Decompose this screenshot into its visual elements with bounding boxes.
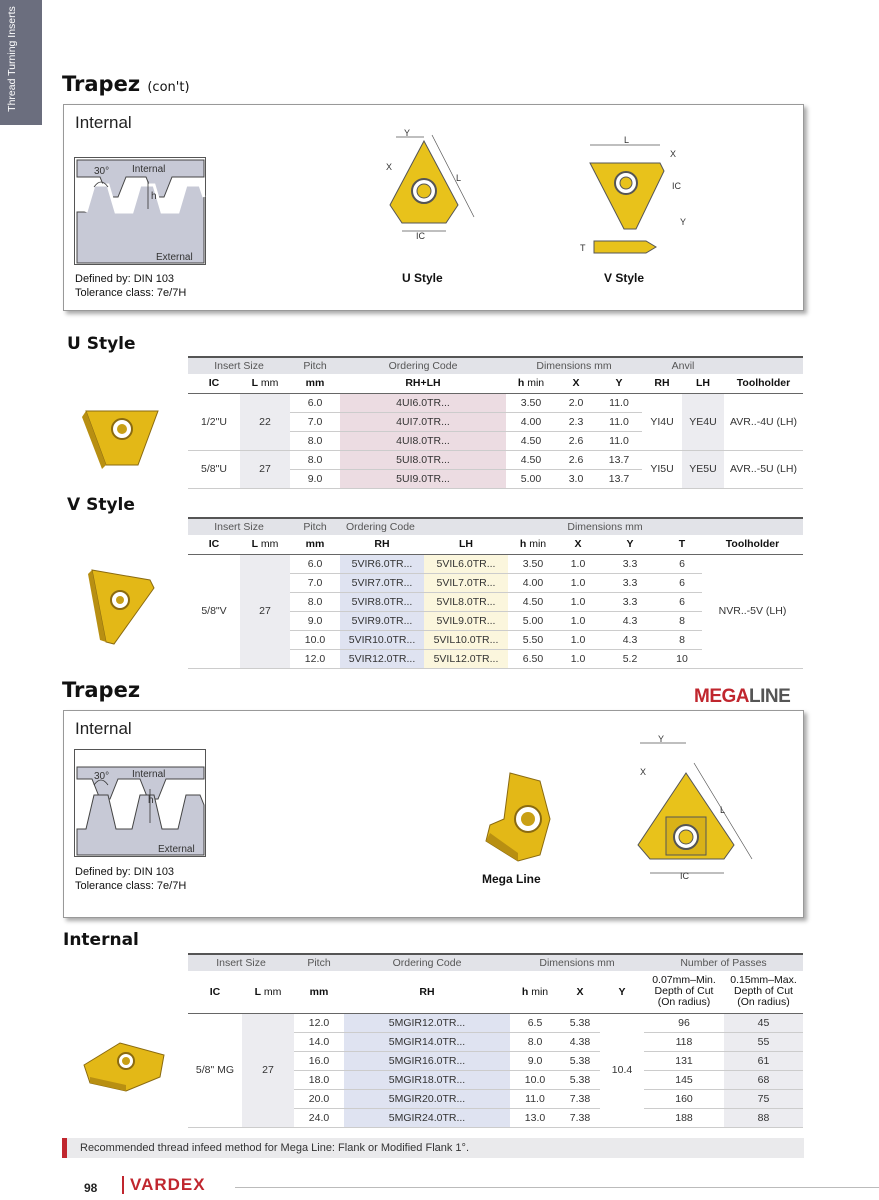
megaline-table xyxy=(188,953,803,1128)
section-subtitle: (con't) xyxy=(147,80,190,95)
table-row: 7.0 5VIR7.0TR... 5VIL7.0TR... 4.00 1.0 3.3 6 xyxy=(188,573,803,592)
section2-title: Trapez xyxy=(62,678,141,702)
hdr-pitch: Pitch xyxy=(290,357,340,374)
dim-ic: IC xyxy=(416,231,425,241)
box-title: Internal xyxy=(75,719,132,738)
dim-l-v: L xyxy=(624,135,630,145)
hdr-pitch: Pitch xyxy=(290,518,340,535)
hdr-insert-size: Insert Size xyxy=(188,518,290,535)
hdr-l: L mm xyxy=(242,971,294,1013)
hdr-rh: RH xyxy=(344,971,510,1013)
megaline-insert-image xyxy=(80,1035,170,1095)
hdr-lh: LH xyxy=(424,535,508,554)
dim-t: T xyxy=(580,243,586,253)
info-box-megaline xyxy=(63,710,804,918)
section-title xyxy=(62,72,190,96)
megaline-insert-drawing xyxy=(624,733,764,883)
hdr-l: L mm xyxy=(240,535,290,554)
table-row: 8.0 5VIR8.0TR... 5VIL8.0TR... 4.50 1.0 3.3 6 xyxy=(188,592,803,611)
hdr-insert-size: Insert Size xyxy=(188,357,290,374)
dim-ic-v: IC xyxy=(672,181,681,191)
u-style-insert-drawing xyxy=(374,127,504,247)
internal-label: Internal xyxy=(132,769,166,780)
hdr-mm: mm xyxy=(290,535,340,554)
defined-by: Defined by: DIN 103 xyxy=(75,273,175,285)
internal-label: Internal xyxy=(132,164,166,175)
v-style-insert-drawing xyxy=(576,133,696,273)
vardex-logo: VARDEX xyxy=(122,1176,206,1194)
hdr-rhlh: RH+LH xyxy=(340,374,506,393)
hdr-ic: IC xyxy=(188,535,240,554)
hdr-x: X xyxy=(560,971,600,1013)
side-tab-label: Thread Turning Inserts xyxy=(6,6,18,112)
angle-label: 30° xyxy=(94,166,110,177)
hdr-h: h min xyxy=(510,971,560,1013)
table-row: 5/8" MG 27 12.0 5MGIR12.0TR... 6.5 5.38 10.4 96 45 xyxy=(188,1013,803,1032)
box-title: Internal xyxy=(75,113,132,132)
hdr-toolholder: Toolholder xyxy=(702,535,803,554)
footer-divider xyxy=(235,1187,879,1188)
h-label: h xyxy=(148,795,154,806)
dim-l: L xyxy=(456,173,462,183)
hdr-lh: LH xyxy=(682,374,724,393)
dim-y: Y xyxy=(658,734,665,744)
hdr-pitch: Pitch xyxy=(294,954,344,971)
page-number: 98 xyxy=(84,1181,98,1195)
hdr-dimensions: Dimensions mm xyxy=(510,954,644,971)
dim-x: X xyxy=(386,162,393,172)
v-style-heading: V Style xyxy=(67,495,135,515)
v-style-table xyxy=(188,517,803,669)
table-row: 1/2"U 22 6.0 4UI6.0TR... 3.50 2.0 11.0 YI4U YE4U AVR..-4U (LH) xyxy=(188,393,803,412)
hdr-insert-size: Insert Size xyxy=(188,954,294,971)
hdr-ordering-code: Ordering Code xyxy=(340,357,506,374)
dim-x-v: X xyxy=(670,149,677,159)
table-row: 9.0 5UI9.0TR... 5.00 3.0 13.7 xyxy=(188,469,803,488)
table-row: 20.0 5MGIR20.0TR... 11.0 7.38 160 75 xyxy=(188,1089,803,1108)
u-style-insert-image xyxy=(82,403,162,473)
u-style-caption: U Style xyxy=(402,271,443,285)
megaline-logo: MEGALINE xyxy=(694,686,791,707)
table-row: 10.0 5VIR10.0TR... 5VIL10.0TR... 5.50 1.0 4.3 8 xyxy=(188,630,803,649)
hdr-anvil: Anvil xyxy=(642,357,724,374)
dim-y: Y xyxy=(404,128,411,138)
thread-profile-diagram xyxy=(74,749,206,857)
external-label: External xyxy=(158,844,195,855)
table-row: 12.0 5VIR12.0TR... 5VIL12.0TR... 6.50 1.0 5.2 10 xyxy=(188,649,803,668)
internal-heading: Internal xyxy=(63,930,139,950)
external-label: External xyxy=(156,252,193,263)
thread-profile-diagram xyxy=(74,157,206,265)
u-style-heading: U Style xyxy=(67,334,136,354)
table-row: 16.0 5MGIR16.0TR... 9.0 5.38 131 61 xyxy=(188,1051,803,1070)
hdr-h: h min xyxy=(506,374,556,393)
hdr-y: Y xyxy=(596,374,642,393)
table-row: 5/8"V 27 6.0 5VIR6.0TR... 5VIL6.0TR... 3.50 1.0 3.3 6 NVR..-5V (LH) xyxy=(188,554,803,573)
footnote: Recommended thread infeed method for Mega Line: Flank or Modified Flank 1°. xyxy=(62,1138,804,1158)
hdr-l: L mm xyxy=(240,374,290,393)
hdr-min-passes: 0.07mm–Min. Depth of Cut (On radius) xyxy=(644,971,724,1013)
defined-by: Defined by: DIN 103 xyxy=(75,866,175,878)
v-style-insert-image xyxy=(88,562,160,648)
table-row: 7.0 4UI7.0TR... 4.00 2.3 11.0 xyxy=(188,412,803,431)
info-box-internal xyxy=(63,104,804,311)
hdr-dimensions: Dimensions mm xyxy=(508,518,702,535)
hdr-rh: RH xyxy=(642,374,682,393)
u-style-table xyxy=(188,356,803,489)
table-row: 8.0 4UI8.0TR... 4.50 2.6 11.0 xyxy=(188,431,803,450)
table-row: 24.0 5MGIR24.0TR... 13.0 7.38 188 88 xyxy=(188,1108,803,1127)
hdr-mm: mm xyxy=(290,374,340,393)
hdr-x: X xyxy=(556,374,596,393)
megaline-caption: Mega Line xyxy=(482,872,541,886)
hdr-ic: IC xyxy=(188,374,240,393)
hdr-x: X xyxy=(558,535,598,554)
hdr-passes: Number of Passes xyxy=(644,954,803,971)
hdr-ordering-code: Ordering Code xyxy=(340,518,508,535)
table-row: 5/8"U 27 8.0 5UI8.0TR... 4.50 2.6 13.7 YI5U YE5U AVR..-5U (LH) xyxy=(188,450,803,469)
hdr-ordering-code: Ordering Code xyxy=(344,954,510,971)
h-label: h xyxy=(151,191,157,202)
hdr-h: h min xyxy=(508,535,558,554)
tolerance-class: Tolerance class: 7e/7H xyxy=(75,880,187,892)
hdr-toolholder: Toolholder xyxy=(724,374,803,393)
side-tab xyxy=(0,0,42,125)
table-row: 9.0 5VIR9.0TR... 5VIL9.0TR... 5.00 1.0 4.3 8 xyxy=(188,611,803,630)
dim-y-v: Y xyxy=(680,217,687,227)
hdr-max-passes: 0.15mm–Max. Depth of Cut (On radius) xyxy=(724,971,803,1013)
section-title-text: Trapez xyxy=(62,72,141,96)
v-style-caption: V Style xyxy=(604,271,645,285)
hdr-y: Y xyxy=(600,971,644,1013)
hdr-dimensions: Dimensions mm xyxy=(506,357,642,374)
hdr-rh: RH xyxy=(340,535,424,554)
hdr-t: T xyxy=(662,535,702,554)
hdr-mm: mm xyxy=(294,971,344,1013)
angle-label: 30° xyxy=(94,771,110,782)
tolerance-class: Tolerance class: 7e/7H xyxy=(75,287,187,299)
megaline-insert-3d xyxy=(480,769,560,865)
dim-x: X xyxy=(640,767,647,777)
dim-ic: IC xyxy=(680,871,689,881)
table-row: 14.0 5MGIR14.0TR... 8.0 4.38 118 55 xyxy=(188,1032,803,1051)
dim-l: L xyxy=(720,805,726,815)
hdr-ic: IC xyxy=(188,971,242,1013)
hdr-y: Y xyxy=(598,535,662,554)
table-row: 18.0 5MGIR18.0TR... 10.0 5.38 145 68 xyxy=(188,1070,803,1089)
